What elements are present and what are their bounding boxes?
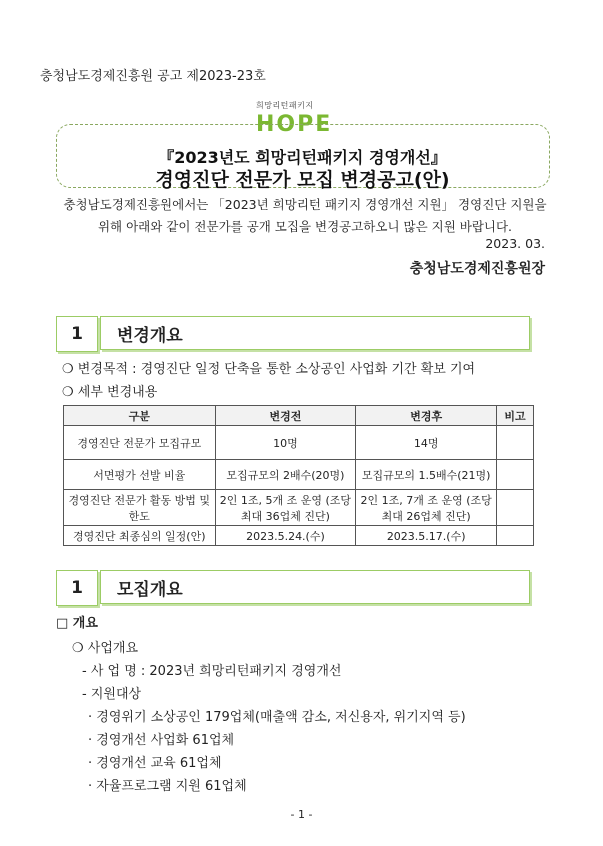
section1-title: 변경개요 <box>100 316 530 350</box>
organization-name: 충청남도경제진흥원장 <box>409 261 545 277</box>
table-cell: 서면평가 선발 비율 <box>64 460 216 490</box>
table-row <box>64 526 534 546</box>
table-cell: 2023.5.24.(수) <box>215 526 356 546</box>
title-line2: 경영진단 전문가 모집 변경공고(안) <box>155 169 450 191</box>
table-cell: 경영진단 최종심의 일정(안) <box>64 526 216 546</box>
table-cell: 모집규모의 2배수(20명) <box>215 460 356 490</box>
intro-line1: 충청남도경제진흥원에서는 「2023년 희망리턴 패키지 경영개선 지원」 경영진단 지원을 <box>63 197 547 212</box>
table-row <box>64 426 534 460</box>
list-item: ❍ 사업개요 <box>72 641 139 656</box>
change-purpose: ❍ 변경목적 : 경영진단 일정 단축을 통한 소상공인 사업화 기간 확보 기여 <box>62 362 476 377</box>
change-table <box>63 405 534 546</box>
change-detail-heading: ❍ 세부 변경내용 <box>62 385 158 400</box>
title-line1: 『2023년도 희망리턴패키지 경영개선』 <box>158 148 447 167</box>
section2-title: 모집개요 <box>100 570 530 604</box>
header-before: 변경전 <box>215 406 356 426</box>
table-row <box>64 490 534 526</box>
header-after: 변경후 <box>356 406 497 426</box>
intro-line2: 위해 아래와 같이 전문가를 공개 모집을 변경공고하오니 많은 지원 바랍니다. <box>97 219 513 234</box>
section1-number: 1 <box>56 316 98 352</box>
table-cell: 10명 <box>215 426 356 460</box>
logo-caption: 희망리턴패키지 <box>256 101 314 110</box>
table-cell: 모집규모의 1.5배수(21명) <box>356 460 497 490</box>
intro-text <box>40 194 570 238</box>
page-number: - 1 - <box>290 808 313 821</box>
table-cell <box>497 426 534 460</box>
title-box <box>56 124 550 191</box>
date: 2023. 03. <box>485 236 545 251</box>
table-cell: 2023.5.17.(수) <box>356 526 497 546</box>
table-row <box>64 460 534 490</box>
table-header-row <box>64 406 534 426</box>
header-category: 구분 <box>64 406 216 426</box>
table-cell <box>497 526 534 546</box>
table-cell: 2인 1조, 5개 조 운영 (조당 최대 36업체 진단) <box>215 490 356 526</box>
table-cell: 2인 1조, 7개 조 운영 (조당 최대 26업체 진단) <box>356 490 497 526</box>
list-item: · 자율프로그램 지원 61업체 <box>88 779 247 794</box>
header-note: 비고 <box>497 406 534 426</box>
table-cell: 경영진단 전문가 활동 방법 및 한도 <box>64 490 216 526</box>
list-item: · 경영위기 소상공인 179업체(매출액 감소, 저신용자, 위기지역 등) <box>88 710 466 725</box>
overview-heading: □ 개요 <box>56 616 98 631</box>
section2-number: 1 <box>56 570 98 606</box>
table-cell: 경영진단 전문가 모집규모 <box>64 426 216 460</box>
list-item: · 경영개선 교육 61업체 <box>88 756 222 771</box>
list-item: - 지원대상 <box>82 687 142 702</box>
notice-number: 충청남도경제진흥원 공고 제2023-23호 <box>40 69 266 84</box>
table-cell: 14명 <box>356 426 497 460</box>
hope-logo: HOPE <box>256 112 333 137</box>
list-item: - 사 업 명 : 2023년 희망리턴패키지 경영개선 <box>82 664 342 679</box>
table-cell <box>497 490 534 526</box>
table-cell <box>497 460 534 490</box>
list-item: · 경영개선 사업화 61업체 <box>88 733 235 748</box>
